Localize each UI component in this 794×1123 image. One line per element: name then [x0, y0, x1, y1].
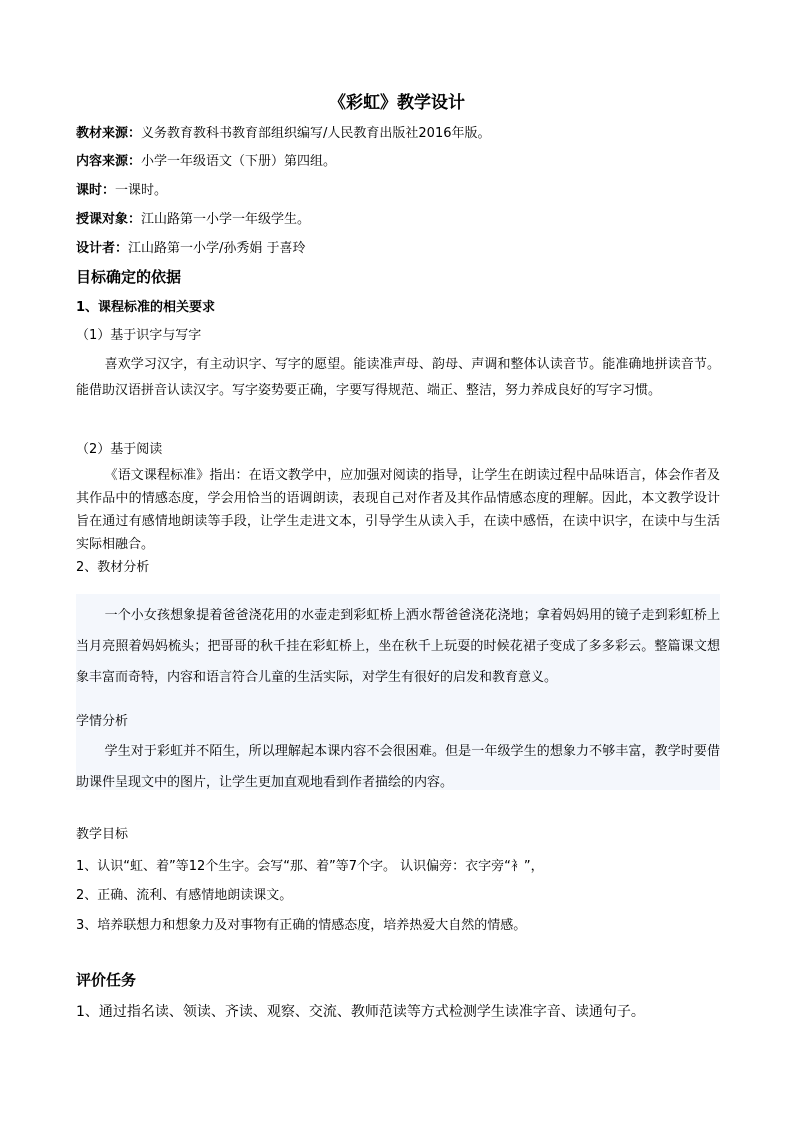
meta-row-content	[76, 152, 336, 172]
meta-value: 江山路第一小学一年级学生。	[141, 212, 311, 227]
subheading-curriculum: 1、课程标准的相关要求	[76, 300, 216, 315]
section-eval-heading: 评价任务	[76, 971, 137, 989]
subheading-literacy: （1）基于识字与写字	[76, 328, 202, 343]
meta-value: 江山路第一小学/孙秀娟 于喜玲	[128, 241, 306, 256]
paragraph-literacy: 喜欢学习汉字，有主动识字、写字的愿望。能读准声母、韵母、声调和整体认读音节。能准确地拼读音节。能借助汉语拼音认读汉字。写字姿势要正确，字要写得规范、端正、整洁，努力养成良好的写字习惯。	[76, 357, 720, 398]
meta-value: 义务教育教科书教育部组织编写/人民教育出版社2016年版。	[141, 126, 491, 141]
meta-row-source	[76, 124, 490, 144]
meta-label: 内容来源：	[76, 154, 142, 169]
goal-item: 1、认识“虹、着”等12个生字。会写“那、着”等7个字。 认识偏旁：衣字旁“衤”，	[76, 859, 544, 874]
section-basis-heading: 目标确定的依据	[76, 268, 182, 286]
subheading-learner: 学情分析	[76, 714, 129, 729]
meta-label: 教材来源：	[76, 126, 142, 141]
meta-label: 设计者：	[76, 241, 129, 256]
subheading-textbook: 2、教材分析	[76, 560, 150, 575]
meta-value: 一课时。	[115, 183, 168, 198]
meta-row-period	[76, 181, 167, 201]
meta-row-designer	[76, 239, 306, 259]
subheading-goals: 教学目标	[76, 827, 129, 842]
goal-item: 2、正确、流利、有感情地朗读课文。	[76, 888, 293, 903]
paragraph-reading: 《语文课程标准》指出：在语文教学中，应加强对阅读的指导，让学生在朗读过程中品味语言，体会作者及其作品中的情感态度，学会用恰当的语调朗读，表现自己对作者及其作品情感态度的理解。因此，本文教学设计旨在通过有感情地朗读等手段，让学生走进文本，引导学生从读入手，在读中感悟，在读中识字，在读中与生活实际相融合。	[76, 468, 720, 552]
meta-label: 授课对象：	[76, 212, 142, 227]
paragraph-textbook: 一个小女孩想象提着爸爸浇花用的水壶走到彩虹桥上洒水帮爸爸浇花浇地；拿着妈妈用的镜子走到彩虹桥上当月亮照着妈妈梳头；把哥哥的秋千挂在彩虹桥上，坐在秋千上玩耍的时候花裙子变成了多多彩云。整篇课文想象丰富而奇特，内容和语言符合儿童的生活实际，对学生有很好的启发和教育意义。	[76, 608, 720, 685]
meta-row-audience	[76, 210, 310, 230]
subheading-reading: （2）基于阅读	[76, 442, 163, 457]
document-title: 《彩虹》教学设计	[329, 93, 465, 113]
meta-value: 小学一年级语文（下册）第四组。	[141, 154, 337, 169]
paragraph-learner: 学生对于彩虹并不陌生，所以理解起本课内容不会很困难。但是一年级学生的想象力不够丰富，教学时要借助课件呈现文中的图片，让学生更加直观地看到作者描绘的内容。	[76, 744, 720, 790]
goal-item: 3、培养联想力和想象力及对事物有正确的情感态度，培养热爱大自然的情感。	[76, 918, 527, 933]
eval-item: 1、通过指名读、领读、齐读、观察、交流、教师范读等方式检测学生读准字音、读通句子。	[76, 1004, 645, 1020]
meta-label: 课时：	[76, 183, 116, 198]
